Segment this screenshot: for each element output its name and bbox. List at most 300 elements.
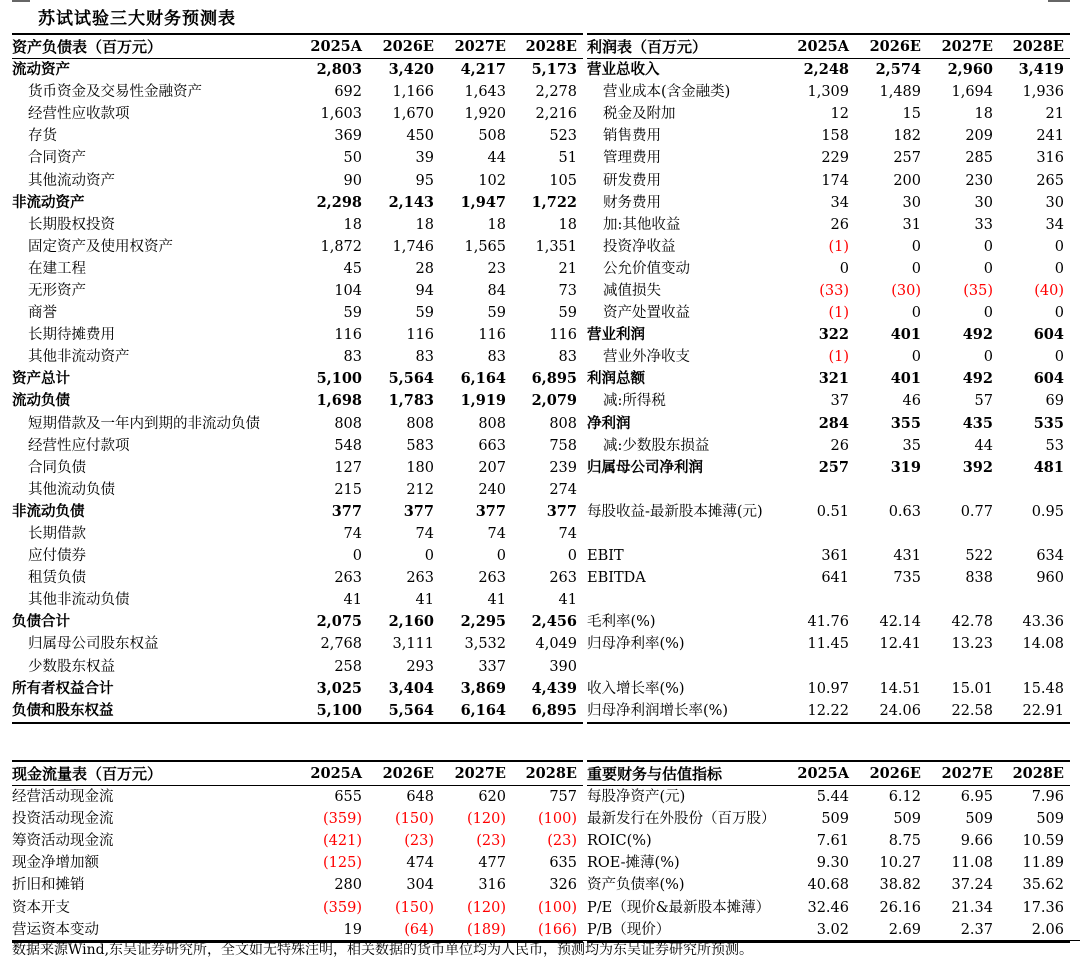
table-row — [587, 611, 1070, 633]
cell-value: 15.01 — [951, 680, 993, 697]
table-row — [587, 457, 1070, 479]
table-header-row — [587, 34, 1070, 59]
cell-value — [783, 479, 855, 501]
cell-value: 509 — [1036, 811, 1064, 828]
table-row — [12, 280, 583, 302]
cell-value: 1,670 — [392, 106, 434, 123]
cell-value: 293 — [406, 658, 434, 675]
row-label: 最新发行在外股份（百万股） — [587, 811, 776, 828]
cell-value: 18 — [558, 216, 577, 233]
cell-value: 265 — [1036, 172, 1064, 189]
table-title: 资产负债表（百万元） — [12, 34, 296, 59]
cell-value: 229 — [821, 150, 849, 167]
cell-value: 30 — [902, 194, 921, 211]
cell-value — [855, 589, 927, 611]
cell-value: 634 — [1036, 548, 1064, 565]
cell-value: 2,216 — [535, 106, 577, 123]
year-header: 2026E — [368, 34, 440, 59]
cell-value: 116 — [549, 327, 577, 344]
cell-value: 509 — [893, 811, 921, 828]
table-row — [12, 523, 583, 545]
cell-value: 9.30 — [816, 855, 849, 872]
table-row — [587, 567, 1070, 589]
row-label: 资产负债率(%) — [587, 877, 685, 894]
cell-value: 2,075 — [316, 613, 362, 631]
cell-value: 655 — [334, 789, 362, 806]
cell-value — [855, 523, 927, 545]
cell-value: 40.68 — [807, 877, 849, 894]
cell-value: 15.48 — [1022, 680, 1064, 697]
cell-value: (30) — [891, 282, 921, 299]
cell-value: 116 — [406, 327, 434, 344]
cell-value: 2,143 — [388, 193, 434, 211]
table-row — [12, 59, 583, 82]
cell-value: 83 — [487, 349, 506, 366]
row-label: 现金净增加额 — [12, 855, 99, 872]
row-label: P/E（现价&最新股本摊薄） — [587, 899, 771, 916]
cell-value: 435 — [962, 414, 993, 432]
row-label — [587, 523, 783, 545]
cell-value: 284 — [818, 414, 849, 432]
cell-value: 102 — [478, 172, 506, 189]
year-header: 2026E — [368, 761, 440, 786]
cell-value: 69 — [1045, 393, 1064, 410]
table-row — [587, 125, 1070, 147]
cell-value: 83 — [558, 349, 577, 366]
table-row — [587, 280, 1070, 302]
cell-value: 0 — [911, 305, 921, 322]
cell-value: 355 — [890, 414, 921, 432]
cell-value: 4,217 — [460, 61, 506, 79]
cell-value: (150) — [395, 811, 434, 828]
cell-value: 11.89 — [1022, 855, 1064, 872]
row-label: 加:其他收益 — [603, 216, 681, 233]
cell-value: 59 — [487, 305, 506, 322]
cell-value — [783, 523, 855, 545]
cell-value: 1,694 — [951, 84, 993, 101]
cell-value: 74 — [558, 526, 577, 543]
cell-value: 41 — [558, 592, 577, 609]
cell-value: 3,111 — [392, 636, 434, 653]
cell-value: 127 — [334, 459, 362, 476]
table-row — [12, 346, 583, 368]
cell-value: 263 — [334, 570, 362, 587]
cell-value: 808 — [549, 415, 577, 432]
row-label: 在建工程 — [28, 260, 86, 277]
cell-value: 12.22 — [783, 700, 855, 723]
cell-value: 808 — [478, 415, 506, 432]
cell-value: 57 — [974, 393, 993, 410]
table-row — [587, 368, 1070, 390]
cell-value: 73 — [558, 282, 577, 299]
cell-value: 1,351 — [535, 238, 577, 255]
cell-value: 0 — [911, 260, 921, 277]
cell-value — [999, 589, 1070, 611]
cell-value: 604 — [1033, 370, 1064, 388]
cell-value: 21 — [1045, 106, 1064, 123]
cell-value: 19 — [296, 919, 368, 942]
cell-value: 83 — [415, 349, 434, 366]
cell-value: 326 — [549, 877, 577, 894]
cell-value: 6,164 — [460, 370, 506, 388]
cell-value: (189) — [440, 919, 512, 942]
cell-value: 39 — [415, 150, 434, 167]
table-header-row — [587, 761, 1070, 786]
cell-value: 2,278 — [535, 84, 577, 101]
table-row — [587, 656, 1070, 678]
top-rule-left — [12, 0, 30, 2]
row-label: 经营活动现金流 — [12, 789, 114, 806]
cell-value: 74 — [487, 526, 506, 543]
cell-value — [999, 479, 1070, 501]
cell-value: 2,768 — [320, 636, 362, 653]
cell-value: 10.27 — [879, 855, 921, 872]
cell-value: 26.16 — [879, 899, 921, 916]
year-header: 2025A — [296, 34, 368, 59]
table-row — [12, 808, 583, 830]
cell-value: 105 — [549, 172, 577, 189]
table-row — [587, 633, 1070, 655]
row-label: 短期借款及一年内到期的非流动负债 — [28, 415, 260, 432]
cell-value: 0 — [983, 305, 993, 322]
valuation-table — [587, 760, 1070, 943]
cell-value: 13.23 — [951, 636, 993, 653]
table-row — [587, 830, 1070, 852]
cell-value: 641 — [821, 570, 849, 587]
cell-value: 10.59 — [1022, 833, 1064, 850]
cell-value: 33 — [974, 216, 993, 233]
cell-value: 0 — [983, 349, 993, 366]
cell-value: 492 — [962, 326, 993, 344]
cell-value: 635 — [549, 855, 577, 872]
row-label: 销售费用 — [603, 128, 661, 145]
year-header: 2025A — [783, 761, 855, 786]
cell-value: 26 — [830, 437, 849, 454]
cell-value: 492 — [962, 370, 993, 388]
cell-value: 1,166 — [392, 84, 434, 101]
row-label: 投资活动现金流 — [12, 811, 114, 828]
cell-value: (125) — [323, 855, 362, 872]
cell-value: 31 — [902, 216, 921, 233]
table-row — [587, 786, 1070, 809]
cell-value: (150) — [395, 899, 434, 916]
cell-value: (120) — [467, 899, 506, 916]
cell-value: 369 — [334, 128, 362, 145]
table-row — [12, 457, 583, 479]
cell-value: 158 — [821, 128, 849, 145]
table-row — [587, 258, 1070, 280]
cell-value: 116 — [334, 327, 362, 344]
cell-value: 37 — [830, 393, 849, 410]
table-row — [587, 147, 1070, 169]
cell-value: (23) — [404, 833, 434, 850]
cell-value: 42.14 — [879, 614, 921, 631]
row-label: 营业成本(含金融类) — [603, 84, 731, 101]
cell-value: 535 — [1033, 414, 1064, 432]
year-header: 2028E — [512, 34, 583, 59]
row-label: 筹资活动现金流 — [12, 833, 114, 850]
cell-value: 18 — [415, 216, 434, 233]
cell-value: 1,919 — [460, 392, 506, 410]
row-label: 公允价值变动 — [603, 260, 690, 277]
cell-value: 6,895 — [512, 700, 583, 723]
table-row — [587, 700, 1070, 723]
cell-value: 37.24 — [951, 877, 993, 894]
row-label: 营运资本变动 — [12, 919, 296, 942]
top-rule-right — [1048, 0, 1070, 2]
cell-value: 263 — [406, 570, 434, 587]
cell-value: 2.69 — [855, 919, 927, 942]
cell-value: 32.46 — [807, 899, 849, 916]
cell-value: 1,783 — [388, 392, 434, 410]
year-header: 2027E — [927, 34, 999, 59]
cell-value — [927, 589, 999, 611]
row-label: 每股净资产(元) — [587, 789, 686, 806]
cell-value: 207 — [478, 459, 506, 476]
table-row — [12, 479, 583, 501]
cell-value — [927, 656, 999, 678]
row-label: 毛利率(%) — [587, 614, 656, 631]
table-row — [12, 589, 583, 611]
cell-value: 960 — [1036, 570, 1064, 587]
table-row — [12, 830, 583, 852]
cell-value: 337 — [478, 658, 506, 675]
cell-value: 21.34 — [951, 899, 993, 916]
row-label: 无形资产 — [28, 282, 86, 299]
cell-value: 257 — [893, 150, 921, 167]
cell-value: 42.78 — [951, 614, 993, 631]
cell-value: 209 — [965, 128, 993, 145]
table-title: 现金流量表（百万元） — [12, 761, 296, 786]
year-header: 2025A — [296, 761, 368, 786]
cell-value: 94 — [415, 282, 434, 299]
cell-value: 0 — [839, 260, 849, 277]
table-row — [12, 435, 583, 457]
cell-value: 401 — [890, 370, 921, 388]
row-label: 其他非流动负债 — [28, 592, 130, 609]
cell-value: 3,404 — [388, 679, 434, 697]
table-row — [12, 413, 583, 435]
row-label: 流动资产 — [12, 61, 70, 79]
table-row — [12, 368, 583, 390]
table-row — [12, 501, 583, 523]
row-label: 营业利润 — [587, 326, 645, 344]
cell-value: (40) — [1034, 282, 1064, 299]
cell-value: 377 — [331, 502, 362, 520]
table-row — [12, 302, 583, 324]
cell-value: 583 — [406, 437, 434, 454]
table-row — [12, 390, 583, 412]
cell-value: 14.08 — [1022, 636, 1064, 653]
cell-value: 1,565 — [464, 238, 506, 255]
row-label: 经营性应收款项 — [28, 106, 130, 123]
cell-value: (35) — [963, 282, 993, 299]
cell-value: 392 — [962, 458, 993, 476]
row-label: 管理费用 — [603, 150, 661, 167]
cell-value: 83 — [343, 349, 362, 366]
row-label: 投资净收益 — [603, 238, 676, 255]
table-row — [12, 656, 583, 678]
row-label: 折旧和摊销 — [12, 877, 85, 894]
cell-value: 0 — [911, 349, 921, 366]
cell-value: 28 — [415, 260, 434, 277]
cell-value: 0 — [567, 548, 577, 565]
cell-value: 41 — [343, 592, 362, 609]
row-label: 负债合计 — [12, 613, 70, 631]
row-label: 归属母公司股东权益 — [28, 636, 159, 653]
cell-value: 735 — [893, 570, 921, 587]
table-row — [12, 919, 583, 942]
cell-value: 11.45 — [807, 636, 849, 653]
table-row — [587, 103, 1070, 125]
row-label: 其他流动负债 — [28, 481, 115, 498]
cell-value: (23) — [476, 833, 506, 850]
table-row — [12, 147, 583, 169]
cell-value — [855, 656, 927, 678]
cell-value: 22.58 — [927, 700, 999, 723]
row-label: 合同资产 — [28, 150, 86, 167]
year-header: 2027E — [440, 761, 512, 786]
cell-value: 257 — [818, 458, 849, 476]
row-label: 负债和股东权益 — [12, 700, 296, 723]
cell-value: 18 — [343, 216, 362, 233]
cell-value: 41 — [415, 592, 434, 609]
row-label: 非流动负债 — [12, 502, 85, 520]
cell-value: (23) — [547, 833, 577, 850]
cell-value: 21 — [558, 260, 577, 277]
cell-value: 0 — [983, 238, 993, 255]
cell-value: 0 — [352, 548, 362, 565]
cell-value: 0.77 — [960, 503, 993, 520]
cell-value: 182 — [893, 128, 921, 145]
cell-value: 620 — [478, 789, 506, 806]
cell-value: 44 — [487, 150, 506, 167]
table-row — [587, 346, 1070, 368]
year-header: 2028E — [512, 761, 583, 786]
cell-value: 1,489 — [879, 84, 921, 101]
cell-value: 280 — [334, 877, 362, 894]
cell-value: 0 — [424, 548, 434, 565]
row-label — [587, 479, 783, 501]
cell-value: 44 — [974, 437, 993, 454]
year-header: 2028E — [999, 34, 1070, 59]
cell-value: 604 — [1033, 326, 1064, 344]
row-label: 研发费用 — [603, 172, 661, 189]
cell-value: 1,920 — [464, 106, 506, 123]
table-row — [12, 678, 583, 700]
cell-value: 838 — [965, 570, 993, 587]
row-label: 应付债券 — [28, 548, 86, 565]
cell-value: 46 — [902, 393, 921, 410]
cell-value: (421) — [323, 833, 362, 850]
cell-value: 41.76 — [807, 614, 849, 631]
cell-value: 43.36 — [1022, 614, 1064, 631]
source-note: 数据来源Wind,东吴证券研究所，全文如无特殊注明，相关数据的货币单位均为人民币，预测均为东吴证券研究所预测。 — [12, 940, 1080, 959]
cell-value: 1,643 — [464, 84, 506, 101]
cell-value: 34 — [1045, 216, 1064, 233]
row-label: 商誉 — [28, 305, 57, 322]
cell-value: 304 — [406, 877, 434, 894]
cell-value: 180 — [406, 459, 434, 476]
row-label: 减:所得税 — [603, 393, 666, 410]
table-row — [12, 611, 583, 633]
cell-value: 0.63 — [888, 503, 921, 520]
cell-value — [999, 523, 1070, 545]
cell-value: 2.06 — [999, 919, 1070, 942]
cell-value: 808 — [334, 415, 362, 432]
cell-value: 5,564 — [388, 370, 434, 388]
cell-value: 90 — [343, 172, 362, 189]
table-row — [587, 413, 1070, 435]
cell-value: 22.91 — [999, 700, 1070, 723]
row-label: P/B（现价） — [587, 919, 783, 942]
cell-value: 116 — [478, 327, 506, 344]
cell-value: 1,309 — [807, 84, 849, 101]
cell-value: 2,456 — [531, 613, 577, 631]
cell-value: 474 — [406, 855, 434, 872]
row-label: 营业总收入 — [587, 61, 660, 79]
table-row — [587, 302, 1070, 324]
table-row — [12, 700, 583, 723]
cell-value: 0.95 — [1031, 503, 1064, 520]
table-row — [12, 852, 583, 874]
year-header: 2026E — [855, 761, 927, 786]
cell-value: 377 — [475, 502, 506, 520]
table-header-row — [12, 34, 583, 59]
cell-value: 1,603 — [320, 106, 362, 123]
table-row — [12, 192, 583, 214]
row-label: 租赁负债 — [28, 570, 86, 587]
cell-value: 2,298 — [316, 193, 362, 211]
year-header: 2026E — [855, 34, 927, 59]
cell-value: 2.37 — [927, 919, 999, 942]
cell-value: 523 — [549, 128, 577, 145]
row-label: 长期股权投资 — [28, 216, 115, 233]
table-row — [587, 501, 1070, 523]
cell-value: 377 — [546, 502, 577, 520]
cell-value: 3.02 — [783, 919, 855, 942]
cell-value: 319 — [890, 458, 921, 476]
cell-value: 104 — [334, 282, 362, 299]
cell-value: 34 — [830, 194, 849, 211]
row-label: 长期待摊费用 — [28, 327, 115, 344]
row-label: 资产处置收益 — [603, 305, 690, 322]
row-label: 长期借款 — [28, 526, 86, 543]
cell-value: 8.75 — [888, 833, 921, 850]
cell-value: 6,895 — [531, 370, 577, 388]
cell-value: 3,419 — [1018, 61, 1064, 79]
row-label: 税金及附加 — [603, 106, 676, 123]
cell-value: 45 — [343, 260, 362, 277]
cell-value — [927, 479, 999, 501]
cell-value: 15 — [902, 106, 921, 123]
table-row — [12, 103, 583, 125]
cell-value: 7.61 — [816, 833, 849, 850]
cell-value: 239 — [549, 459, 577, 476]
cell-value: 4,439 — [531, 679, 577, 697]
cell-value: 14.51 — [879, 680, 921, 697]
row-label: 非流动资产 — [12, 193, 85, 211]
cell-value: 50 — [343, 150, 362, 167]
cell-value — [999, 656, 1070, 678]
cell-value: 1,947 — [460, 193, 506, 211]
row-label: 经营性应付款项 — [28, 437, 130, 454]
cell-value: 10.97 — [807, 680, 849, 697]
cell-value: 509 — [821, 811, 849, 828]
table-row — [587, 214, 1070, 236]
cell-value: 6.12 — [888, 789, 921, 806]
balance-sheet-table — [12, 33, 583, 724]
